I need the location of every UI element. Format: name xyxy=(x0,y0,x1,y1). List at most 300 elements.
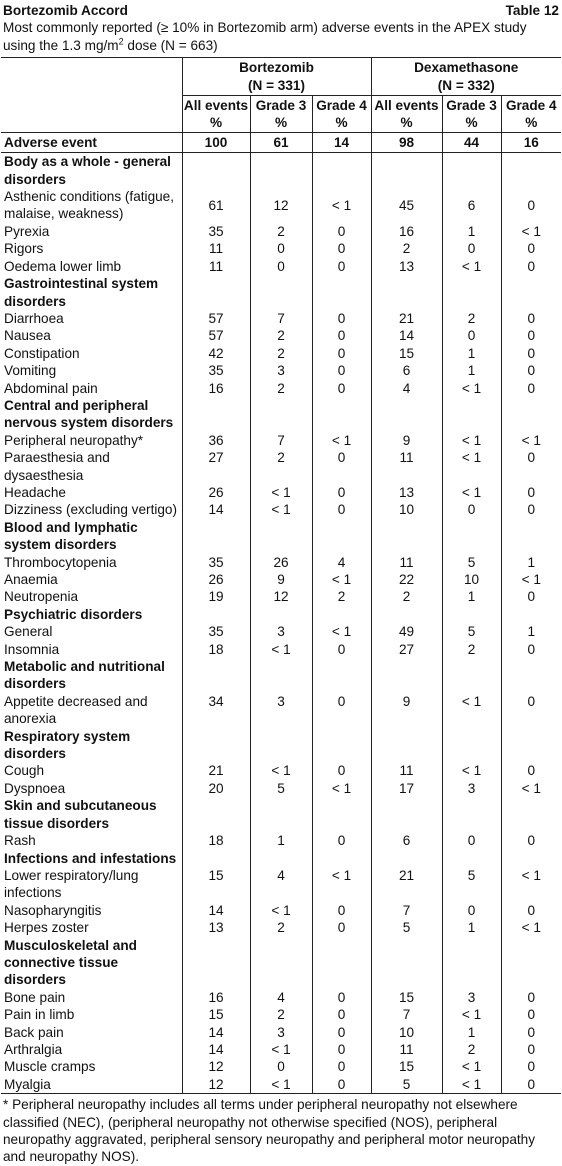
value-cell: 26 xyxy=(182,484,250,501)
value-cell: < 1 xyxy=(250,902,312,919)
event-label: Dyspnoea xyxy=(4,780,66,796)
value-cell xyxy=(250,728,312,763)
value-cell: < 1 xyxy=(250,1076,312,1094)
value-cell: 14 xyxy=(182,902,250,919)
value-cell: 21 xyxy=(182,762,250,779)
table-row xyxy=(1,1058,561,1075)
value-cell xyxy=(442,728,501,763)
event-label: General xyxy=(4,624,53,640)
event-label: Lower respiratory/lung infections xyxy=(4,867,139,901)
value-cell: 18 xyxy=(182,832,250,849)
value-cell xyxy=(442,606,501,623)
value-cell: < 1 xyxy=(442,762,501,779)
event-label: Muscle cramps xyxy=(4,1059,96,1075)
value-cell: 0 xyxy=(312,832,371,849)
value-cell xyxy=(182,728,250,763)
value-cell: 13 xyxy=(371,258,442,275)
value-cell: 0 xyxy=(442,327,501,344)
value-cell: 0 xyxy=(442,902,501,919)
event-label: Nausea xyxy=(4,328,51,344)
table-row xyxy=(1,867,561,902)
event-label: Peripheral neuropathy* xyxy=(4,432,144,448)
value-cell: < 1 xyxy=(501,919,561,936)
value-cell: 0 xyxy=(501,188,561,223)
value-cell: 2 xyxy=(250,919,312,936)
event-label: Herpes zoster xyxy=(4,920,89,936)
value-cell: 1 xyxy=(442,345,501,362)
value-cell xyxy=(312,797,371,832)
table-row xyxy=(1,693,561,728)
value-cell: 2 xyxy=(250,1006,312,1023)
value-cell: 42 xyxy=(182,345,250,362)
event-label: Asthenic conditions (fatigue, malaise, weakness) xyxy=(4,189,175,222)
value-cell xyxy=(501,658,561,693)
table-row xyxy=(1,571,561,588)
value-cell: 16 xyxy=(371,223,442,240)
value-cell xyxy=(312,850,371,867)
table-row xyxy=(1,762,561,779)
value-cell: 2 xyxy=(250,223,312,240)
event-label: Bone pain xyxy=(4,989,66,1005)
category-label: Respiratory system disorders xyxy=(4,728,131,762)
event-label: Anaemia xyxy=(4,572,58,587)
value-cell xyxy=(501,397,561,432)
event-label: Oedema lower limb xyxy=(4,258,122,274)
event-label: Arthralgia xyxy=(4,1041,63,1057)
value-cell: 4 xyxy=(250,989,312,1006)
value-cell: 18 xyxy=(182,641,250,658)
value-cell: 57 xyxy=(182,327,250,344)
value-cell xyxy=(371,397,442,432)
table-row xyxy=(1,449,561,484)
value-cell xyxy=(501,275,561,310)
value-cell: 13 xyxy=(371,484,442,501)
value-cell: 15 xyxy=(371,989,442,1006)
value-cell: 11 xyxy=(371,449,442,484)
value-cell: < 1 xyxy=(442,1006,501,1023)
value-cell: 0 xyxy=(312,1058,371,1075)
value-cell: 35 xyxy=(182,623,250,640)
value-cell xyxy=(182,606,250,623)
value-cell xyxy=(182,275,250,310)
table-row xyxy=(1,989,561,1006)
group-header-bortezomib: Bortezomib (N = 331) xyxy=(182,58,371,95)
value-cell: 0 xyxy=(501,310,561,327)
value-cell: 0 xyxy=(312,327,371,344)
value-cell: 0 xyxy=(501,762,561,779)
value-cell: 0 xyxy=(442,240,501,257)
value-cell: 0 xyxy=(312,449,371,484)
value-cell: 0 xyxy=(501,484,561,501)
value-cell: 0 xyxy=(501,449,561,484)
value-cell: 0 xyxy=(312,919,371,936)
value-cell: 1 xyxy=(442,588,501,605)
corner-cell xyxy=(1,58,182,132)
value-cell: 26 xyxy=(250,554,312,571)
value-cell: 5 xyxy=(442,554,501,571)
value-cell: 0 xyxy=(250,240,312,257)
value-cell xyxy=(371,658,442,693)
value-cell xyxy=(442,658,501,693)
value-cell: 2 xyxy=(250,345,312,362)
value-cell: 5 xyxy=(250,780,312,797)
category-row xyxy=(1,728,561,763)
value-cell xyxy=(250,850,312,867)
event-label: Paraesthesia and dysaesthesia xyxy=(4,450,110,483)
value-cell: 61 xyxy=(182,188,250,223)
value-cell: 15 xyxy=(182,1006,250,1023)
value-cell: 34 xyxy=(182,693,250,728)
value-cell: 0 xyxy=(250,258,312,275)
value-cell: 35 xyxy=(182,554,250,571)
event-label: Pyrexia xyxy=(4,223,50,239)
value-cell: 45 xyxy=(371,188,442,223)
value-cell: 44 xyxy=(442,132,501,152)
value-cell xyxy=(501,519,561,554)
category-row xyxy=(1,850,561,867)
column-header: All events % xyxy=(182,96,250,133)
category-row xyxy=(1,153,561,188)
value-cell: 26 xyxy=(182,571,250,588)
value-cell: < 1 xyxy=(442,693,501,728)
event-label: Rash xyxy=(4,833,36,849)
value-cell: 0 xyxy=(442,832,501,849)
value-cell: 12 xyxy=(250,588,312,605)
value-cell: 3 xyxy=(442,780,501,797)
category-row xyxy=(1,275,561,310)
value-cell xyxy=(250,606,312,623)
value-cell: 4 xyxy=(371,380,442,397)
table-row xyxy=(1,623,561,640)
value-cell xyxy=(250,937,312,989)
value-cell: 0 xyxy=(312,345,371,362)
value-cell: 20 xyxy=(182,780,250,797)
table-row xyxy=(1,1076,561,1094)
value-cell: 14 xyxy=(182,1041,250,1058)
value-cell: < 1 xyxy=(442,1058,501,1075)
value-cell: 11 xyxy=(182,240,250,257)
table-row xyxy=(1,327,561,344)
value-cell: 1 xyxy=(442,919,501,936)
value-cell: < 1 xyxy=(442,380,501,397)
table-row xyxy=(1,919,561,936)
category-row xyxy=(1,797,561,832)
category-label: Blood and lymphatic system disorders xyxy=(4,519,138,553)
value-cell: 16 xyxy=(501,132,561,152)
value-cell: 13 xyxy=(182,919,250,936)
value-cell xyxy=(312,658,371,693)
value-cell: < 1 xyxy=(250,1041,312,1058)
value-cell xyxy=(182,153,250,188)
value-cell: 1 xyxy=(250,832,312,849)
table-row xyxy=(1,362,561,379)
value-cell: 14 xyxy=(182,501,250,518)
value-cell: 4 xyxy=(312,554,371,571)
value-cell: 0 xyxy=(312,380,371,397)
value-cell xyxy=(442,797,501,832)
value-cell: < 1 xyxy=(442,432,501,449)
value-cell: 0 xyxy=(312,902,371,919)
table-row xyxy=(1,1024,561,1041)
value-cell: 27 xyxy=(182,449,250,484)
value-cell xyxy=(312,937,371,989)
category-label: Psychiatric disorders xyxy=(4,606,143,622)
value-cell: 2 xyxy=(312,588,371,605)
event-label: Constipation xyxy=(4,345,80,361)
value-cell: 0 xyxy=(501,989,561,1006)
value-cell xyxy=(182,937,250,989)
category-row xyxy=(1,519,561,554)
event-label: Rigors xyxy=(4,241,44,257)
value-cell: 0 xyxy=(501,240,561,257)
value-cell: 21 xyxy=(371,867,442,902)
value-cell: < 1 xyxy=(312,867,371,902)
value-cell: 0 xyxy=(312,693,371,728)
value-cell: 9 xyxy=(371,693,442,728)
table-row xyxy=(1,240,561,257)
category-row xyxy=(1,658,561,693)
event-label: Insomnia xyxy=(4,641,60,657)
table-row xyxy=(1,484,561,501)
value-cell: 15 xyxy=(182,867,250,902)
value-cell: 0 xyxy=(312,1024,371,1041)
value-cell: 2 xyxy=(442,641,501,658)
value-cell xyxy=(250,519,312,554)
value-cell: 9 xyxy=(250,571,312,588)
table-row xyxy=(1,380,561,397)
category-row xyxy=(1,606,561,623)
adverse-event-total-row xyxy=(1,132,561,152)
value-cell xyxy=(312,728,371,763)
value-cell: 12 xyxy=(250,188,312,223)
value-cell xyxy=(442,519,501,554)
value-cell: < 1 xyxy=(312,623,371,640)
value-cell: 0 xyxy=(501,832,561,849)
value-cell: < 1 xyxy=(501,432,561,449)
value-cell: 6 xyxy=(371,832,442,849)
value-cell: < 1 xyxy=(442,449,501,484)
table-caption-line2: using the 1.3 $mg/m^2$ dose (N = 663) xyxy=(3,36,218,53)
value-cell: 61 xyxy=(250,132,312,152)
value-cell: 17 xyxy=(371,780,442,797)
value-cell: < 1 xyxy=(501,867,561,902)
value-cell: 14 xyxy=(182,1024,250,1041)
value-cell: 3 xyxy=(250,693,312,728)
table-header xyxy=(0,0,562,54)
value-cell: 0 xyxy=(501,345,561,362)
value-cell: 1 xyxy=(442,1024,501,1041)
value-cell: 0 xyxy=(312,762,371,779)
event-label: Appetite decreased and anorexia xyxy=(4,693,148,727)
value-cell xyxy=(501,606,561,623)
value-cell: 3 xyxy=(250,623,312,640)
value-cell: 6 xyxy=(371,362,442,379)
value-cell: < 1 xyxy=(501,223,561,240)
value-cell: 1 xyxy=(501,623,561,640)
value-cell: 14 xyxy=(312,132,371,152)
value-cell xyxy=(250,275,312,310)
value-cell: < 1 xyxy=(501,571,561,588)
table-row xyxy=(1,588,561,605)
value-cell: 7 xyxy=(371,902,442,919)
value-cell xyxy=(312,397,371,432)
value-cell: 1 xyxy=(501,554,561,571)
value-cell: < 1 xyxy=(442,484,501,501)
table-row xyxy=(1,432,561,449)
value-cell: 15 xyxy=(371,345,442,362)
table-row xyxy=(1,501,561,518)
value-cell: 0 xyxy=(501,588,561,605)
category-row xyxy=(1,937,561,989)
value-cell: 10 xyxy=(371,1024,442,1041)
category-label: Metabolic and nutritional disorders xyxy=(4,659,165,692)
table-caption-line1: Most commonly reported (≥ 10% in Bortezomib arm) adverse events in the APEX study xyxy=(3,20,527,36)
value-cell: 12 xyxy=(182,1058,250,1075)
value-cell: < 1 xyxy=(501,780,561,797)
column-header: Grade 4 % xyxy=(501,96,561,133)
row-label: Adverse event xyxy=(1,132,182,152)
value-cell: 0 xyxy=(312,501,371,518)
event-label: Pain in limb xyxy=(4,1007,75,1023)
value-cell xyxy=(371,519,442,554)
value-cell: 5 xyxy=(371,1076,442,1094)
value-cell xyxy=(501,728,561,763)
event-label: Cough xyxy=(4,763,45,779)
value-cell xyxy=(371,153,442,188)
value-cell: 0 xyxy=(501,1041,561,1058)
value-cell: 14 xyxy=(371,327,442,344)
column-header: Grade 3 % xyxy=(250,96,312,133)
value-cell xyxy=(442,275,501,310)
value-cell xyxy=(501,850,561,867)
value-cell xyxy=(442,397,501,432)
value-cell xyxy=(312,153,371,188)
value-cell: < 1 xyxy=(442,258,501,275)
table-row xyxy=(1,345,561,362)
value-cell: 100 xyxy=(182,132,250,152)
group-header-dexamethasone: Dexamethasone (N = 332) xyxy=(371,58,561,95)
value-cell xyxy=(182,519,250,554)
value-cell: 0 xyxy=(501,1076,561,1094)
category-row xyxy=(1,397,561,432)
table-row xyxy=(1,310,561,327)
value-cell: 16 xyxy=(182,380,250,397)
value-cell: 27 xyxy=(371,641,442,658)
value-cell xyxy=(501,153,561,188)
value-cell: 12 xyxy=(182,1076,250,1094)
value-cell xyxy=(182,850,250,867)
table-row xyxy=(1,780,561,797)
table-row xyxy=(1,258,561,275)
event-label: Back pain xyxy=(4,1024,64,1040)
value-cell: 11 xyxy=(182,258,250,275)
event-label: Vomiting xyxy=(4,363,57,379)
value-cell: 7 xyxy=(250,432,312,449)
value-cell: 7 xyxy=(250,310,312,327)
value-cell xyxy=(442,153,501,188)
value-cell: 0 xyxy=(312,223,371,240)
value-cell: 0 xyxy=(312,641,371,658)
value-cell xyxy=(250,797,312,832)
value-cell xyxy=(182,797,250,832)
value-cell: < 1 xyxy=(250,501,312,518)
value-cell xyxy=(182,658,250,693)
value-cell: 15 xyxy=(371,1058,442,1075)
value-cell: 19 xyxy=(182,588,250,605)
value-cell: < 1 xyxy=(312,188,371,223)
value-cell: 35 xyxy=(182,223,250,240)
value-cell xyxy=(312,519,371,554)
table-row xyxy=(1,902,561,919)
category-label: Body as a whole - general disorders xyxy=(4,154,171,187)
value-cell: 11 xyxy=(371,554,442,571)
table-row xyxy=(1,188,561,223)
value-cell: 0 xyxy=(312,1041,371,1058)
event-label: Nasopharyngitis xyxy=(4,902,102,918)
column-header: Grade 3 % xyxy=(442,96,501,133)
value-cell: 3 xyxy=(442,989,501,1006)
value-cell: < 1 xyxy=(312,780,371,797)
value-cell: 2 xyxy=(250,380,312,397)
value-cell: 0 xyxy=(501,362,561,379)
column-header: All events % xyxy=(371,96,442,133)
value-cell: 0 xyxy=(501,258,561,275)
value-cell: 0 xyxy=(501,902,561,919)
value-cell: 2 xyxy=(250,327,312,344)
value-cell: 11 xyxy=(371,762,442,779)
value-cell: 0 xyxy=(442,501,501,518)
value-cell: 0 xyxy=(312,1076,371,1094)
value-cell xyxy=(250,658,312,693)
event-label: Abdominal pain xyxy=(4,380,98,396)
value-cell: 1 xyxy=(442,223,501,240)
value-cell xyxy=(501,797,561,832)
value-cell xyxy=(371,797,442,832)
value-cell xyxy=(371,728,442,763)
category-label: Musculoskeletal and connective tissue disorders xyxy=(4,937,137,988)
footnote: * Peripheral neuropathy includes all terms under peripheral neuropathy not elsewhere classified (NEC), (peripheral neuropathy not otherwise specified (NOS), peripheral neuropathy aggravated, peripheral sensory neuropathy and peripheral motor neuropathy and neuropathy NOS). xyxy=(3,1097,536,1165)
table-row xyxy=(1,1041,561,1058)
value-cell: 11 xyxy=(371,1041,442,1058)
value-cell: 10 xyxy=(442,571,501,588)
value-cell xyxy=(371,850,442,867)
value-cell: 3 xyxy=(250,362,312,379)
value-cell: 0 xyxy=(501,693,561,728)
table-row xyxy=(1,223,561,240)
value-cell: 0 xyxy=(312,240,371,257)
value-cell xyxy=(501,937,561,989)
value-cell: 49 xyxy=(371,623,442,640)
value-cell: 7 xyxy=(371,1006,442,1023)
value-cell: 1 xyxy=(442,362,501,379)
table-number: Table 12 xyxy=(505,3,559,18)
column-header: Grade 4 % xyxy=(312,96,371,133)
value-cell: 57 xyxy=(182,310,250,327)
value-cell: < 1 xyxy=(250,641,312,658)
value-cell: 4 xyxy=(250,867,312,902)
value-cell: 16 xyxy=(182,989,250,1006)
category-label: Skin and subcutaneous tissue disorders xyxy=(4,798,157,831)
value-cell: 22 xyxy=(371,571,442,588)
value-cell xyxy=(371,606,442,623)
value-cell: 0 xyxy=(501,1006,561,1023)
value-cell: 6 xyxy=(442,188,501,223)
value-cell: 0 xyxy=(250,1058,312,1075)
table-row xyxy=(1,641,561,658)
value-cell xyxy=(250,397,312,432)
value-cell xyxy=(312,606,371,623)
value-cell: 5 xyxy=(371,919,442,936)
